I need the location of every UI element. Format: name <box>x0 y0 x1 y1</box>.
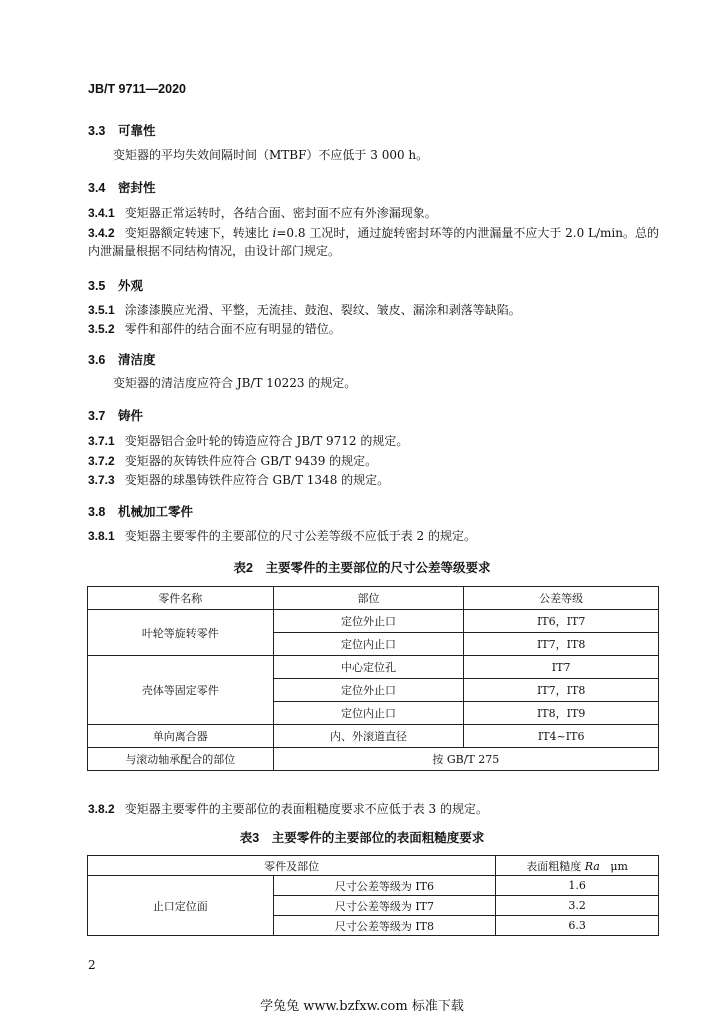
section-3-5-heading: 3.5 外观 <box>88 279 144 293</box>
table-cell: 尺寸公差等级为 IT8 <box>273 916 496 936</box>
section-3-4-heading: 3.4 密封性 <box>88 181 156 195</box>
table-2-header-tolerance: 公差等级 <box>464 587 659 610</box>
section-3-6-heading: 3.6 清洁度 <box>88 353 156 367</box>
clause-3-4-1: 3.4.1 变矩器正常运转时，各结合面、密封面不应有外渗漏现象。 <box>88 206 437 220</box>
table-cell: 中心定位孔 <box>273 656 464 679</box>
table-cell: 尺寸公差等级为 IT7 <box>273 896 496 916</box>
table-cell: 6.3 <box>496 916 659 936</box>
table-cell: 内、外滚道直径 <box>273 725 464 748</box>
clause-3-8-1: 3.8.1 变矩器主要零件的主要部位的尺寸公差等级不应低于表 2 的规定。 <box>88 529 476 543</box>
table-2-group-housing: 壳体等固定零件 <box>88 656 274 725</box>
table-cell: IT7 <box>464 656 659 679</box>
table-3-caption: 表3 主要零件的主要部位的表面粗糙度要求 <box>239 831 485 845</box>
table-2-bearing-fit-label: 与滚动轴承配合的部位 <box>88 748 274 771</box>
table-cell: 定位内止口 <box>273 702 464 725</box>
table-cell: IT7，IT8 <box>464 633 659 656</box>
table-row <box>88 656 659 679</box>
table-3-header-part: 零件及部位 <box>88 856 496 876</box>
table-2 <box>87 586 659 771</box>
table-2-bearing-fit-value: 按 GB/T 275 <box>273 748 658 771</box>
table-3-group-spigot: 止口定位面 <box>88 876 274 936</box>
table-cell: 1.6 <box>496 876 659 896</box>
table-cell: 定位内止口 <box>273 633 464 656</box>
page-number: 2 <box>88 958 96 972</box>
clause-3-7-2: 3.7.2 变矩器的灰铸铁件应符合 GB/T 9439 的规定。 <box>88 454 378 468</box>
clause-3-8-2: 3.8.2 变矩器主要零件的主要部位的表面粗糙度要求不应低于表 3 的规定。 <box>88 802 488 816</box>
section-3-8-heading: 3.8 机械加工零件 <box>88 505 194 519</box>
section-3-7-heading: 3.7 铸件 <box>88 409 144 423</box>
table-cell: 定位外止口 <box>273 610 464 633</box>
table-2-header-row <box>88 587 659 610</box>
table-3-header-row <box>88 856 659 876</box>
table-3 <box>87 855 659 936</box>
table-cell: IT4~IT6 <box>464 725 659 748</box>
document-id-header: JB/T 9711—2020 <box>88 82 186 96</box>
clause-3-5-2: 3.5.2 零件和部件的结合面不应有明显的错位。 <box>88 322 341 336</box>
table-2-group-rotating: 叶轮等旋转零件 <box>88 610 274 656</box>
table-cell: 尺寸公差等级为 IT6 <box>273 876 496 896</box>
clause-3-7-3: 3.7.3 变矩器的球墨铸铁件应符合 GB/T 1348 的规定。 <box>88 473 390 487</box>
table-cell: 3.2 <box>496 896 659 916</box>
table-cell: IT8，IT9 <box>464 702 659 725</box>
section-3-6-text: 变矩器的清洁度应符合 JB/T 10223 的规定。 <box>113 376 357 390</box>
table-2-header-position: 部位 <box>273 587 464 610</box>
clause-3-4-2: 3.4.2 变矩器额定转速下，转速比 i=0.8 工况时，通过旋转密封环等的内泄漏量不应大于 2.0 L/min。总的内泄漏量根据不同结构情况，由设计部门规定。 <box>88 226 660 258</box>
table-cell: IT6，IT7 <box>464 610 659 633</box>
table-2-group-clutch: 单向离合器 <box>88 725 274 748</box>
table-cell: IT7，IT8 <box>464 679 659 702</box>
table-row <box>88 610 659 633</box>
table-row <box>88 748 659 771</box>
clause-3-5-1: 3.5.1 涂漆漆膜应光滑、平整，无流挂、鼓泡、裂纹、皱皮、漏涂和剥落等缺陷。 <box>88 303 521 317</box>
table-2-caption: 表2 主要零件的主要部位的尺寸公差等级要求 <box>233 561 491 575</box>
table-3-header-roughness: 表面粗糙度 Ra μm <box>496 856 659 876</box>
table-row <box>88 876 659 896</box>
footer-watermark: 学兔兔 www.bzfxw.com 标准下载 <box>260 999 464 1014</box>
table-row <box>88 725 659 748</box>
section-3-3-text: 变矩器的平均失效间隔时间（MTBF）不应低于 3 000 h。 <box>113 148 429 162</box>
clause-3-7-1: 3.7.1 变矩器铝合金叶轮的铸造应符合 JB/T 9712 的规定。 <box>88 434 409 448</box>
table-2-header-part-name: 零件名称 <box>88 587 274 610</box>
section-3-3-heading: 3.3 可靠性 <box>88 124 156 138</box>
table-cell: 定位外止口 <box>273 679 464 702</box>
